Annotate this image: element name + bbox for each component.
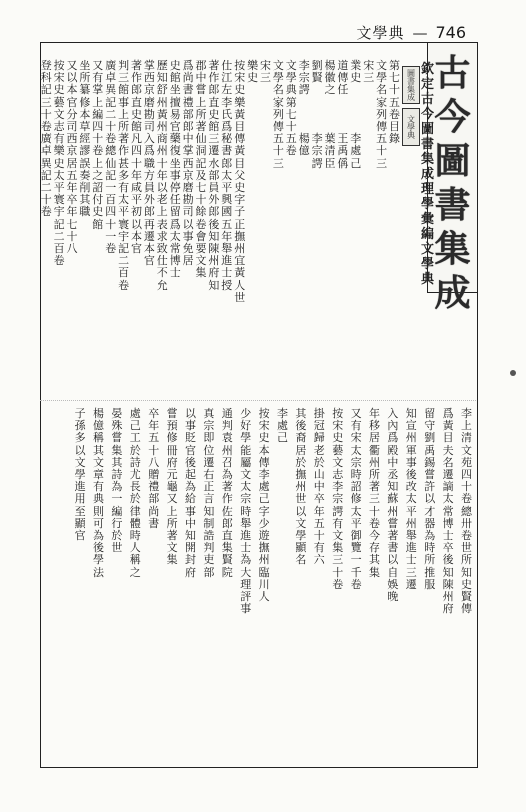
text-column: 晏 殊 嘗 集 其 詩 為 一 編 行 於 世 [111,407,123,555]
banner-char: 古 [434,52,471,94]
text-column: 又 有 掌 上 編 四 十 卷 上 之 詔 付 史 館 [92,59,104,231]
text-column: 業 史 李 處 己 [350,59,362,170]
text-column: 留 守 劉 禹 錫 嘗 許 以 才 器 為 時 所 推 服 [424,407,436,591]
text-column: 文 學 典 第 七 十 五 卷 [285,59,297,158]
text-column: 道 傳 任 王 禹 偁 [337,59,349,170]
text-column: 李 處 己 [277,407,288,445]
text-column: 歷 知 舒 州 黃 州 商 州 十 年 以 老 上 表 求 致 仕 不 允 [156,59,168,292]
text-column: 年 移 居 衢 州 所 著 三 十 卷 今 存 其 集 [369,407,380,579]
text-column: 爲 黃 目 夫 名 遷 謫 太 常 博 士 卒 後 知 陳 州 府 [442,407,454,616]
text-column: 掌 西 京 磨 勘 司 入 爲 職 方 員 外 郎 再 遷 本 官 [143,59,155,268]
text-column: 仕 江 左 李 氏 爲 秘 書 郎 太 平 興 國 五 年 舉 進 士 授 [221,59,233,292]
text-column: 楊 億 稱 其 文 章 有 典 則 可 為 後 學 法 [93,407,104,579]
text-column: 李 上 清 文 苑 四 十 卷 總 卅 卷 世 所 知 史 賢 傳 [461,407,472,616]
header-label: 文學典 [356,24,405,42]
text-column: 楊 徽 之 葉 清 臣 [324,59,336,170]
text-column: 史 館 坐 擅 易 官 藥 復 坐 事 停 任 留 爲 太 常 博 士 [169,59,181,280]
text-column: 少 好 學 能 屬 文 太 宗 時 舉 進 士 為 大 理 評 事 [240,407,252,616]
text-column: 坐 所 纂 修 本 草 經 謬 誤 奏 削 其 職 [79,59,91,219]
text-column: 真 宗 即 位 遷 右 正 言 知 制 誥 判 吏 部 [203,407,215,579]
header-dash: — [412,24,428,42]
page-header [356,22,466,43]
text-column: 宋 三 [260,59,271,85]
text-column: 以 事 貶 官 後 起 為 給 事 中 知 開 封 府 [185,407,196,579]
text-column: 入 內 爲 殿 中 丞 知 蘇 州 嘗 著 書 以 自 娛 晚 [387,407,399,604]
text-column: 處 己 工 於 詩 尤 長 於 律 體 時 人 稱 之 [129,407,141,579]
text-column: 宋 三 [363,59,375,85]
text-column: 劉 賢 李 宗 諤 [311,59,323,170]
text-column: 按 宋 史 藝 文 志 李 宗 諤 有 文 集 三 十 卷 [332,407,344,591]
book-title: 欽 定 古 今 圖 書 集 成 理 學 彙 編 文 學 典 [420,62,434,287]
text-column: 掛 冠 歸 老 於 山 中 卒 年 五 十 有 六 [313,407,325,567]
text-column: 著 作 郎 直 史 館 三 遷 水 部 員 外 郎 後 知 陳 州 府 知 [208,59,220,292]
text-column: 其 後 裔 居 於 撫 州 世 以 文 學 顯 名 [295,407,307,567]
text-column: 第 七 十 五 卷 目 錄 [389,59,400,146]
text-column: 登 科 記 三 十 卷 廣 卓 異 記 二 十 卷 [40,59,52,219]
seal-text: 文學典 [406,115,416,139]
text-column: 知 宣 州 軍 事 後 改 太 平 州 舉 進 士 三 遷 [405,407,417,591]
text-column: 按 宋 史 樂 黃 目 傳 黃 目 父 史 字 子 正 撫 州 宜 黃 人 世 [234,59,246,304]
text-column: 文 學 名 家 列 傳 五 十 三 [272,59,284,170]
text-column: 子 孫 多 以 文 學 進 用 至 顯 官 [74,407,86,543]
text-column: 按 宋 史 本 傳 李 處 己 字 少 遊 撫 州 臨 川 人 [258,407,270,604]
text-column: 嘗 預 修 冊 府 元 龜 又 上 所 著 文 集 [166,407,178,567]
seal-text: 圖書集成 [406,69,416,101]
text-column: 爲 尚 書 禮 部 郎 中 掌 西 京 磨 勘 司 以 事 免 居 [182,59,194,268]
text-column: 卒 年 五 十 八 贈 禮 部 尚 書 [148,407,160,530]
banner-char: 書 [434,184,471,226]
text-column: 廣 卓 異 記 二 十 卷 總 仙 記 一 百 四 十 一 卷 [105,59,117,256]
text-column: 著 作 郎 直 史 館 凡 四 十 年 咸 平 初 以 本 官 [131,59,142,256]
seal-stamp [402,66,420,104]
text-column: 按 宋 史 藝 文 志 有 樂 史 太 平 寰 宇 記 二 百 卷 [53,59,65,268]
text-column: 樂 史 [247,59,259,85]
banner-char: 今 [434,96,471,138]
text-column: 李 宗 諤 楊 億 [298,59,310,158]
banner-char: 圖 [434,140,471,182]
banner-char: 成 [434,272,471,314]
text-column: 又 有 宋 太 宗 時 詔 修 太 平 御 覽 一 千 卷 [350,407,362,591]
section-divider [40,400,476,401]
seal-stamp [402,108,420,146]
text-column: 文 學 名 家 列 傳 五 十 三 [376,59,388,170]
page-number: 746 [435,23,466,42]
text-column: 判 三 館 事 上 所 著 作 甚 多 有 太 平 寰 宇 記 二 百 卷 [118,59,130,292]
text-column: 又 以 本 官 分 司 西 京 居 五 年 卒 年 七 十 八 [66,59,78,256]
text-column: 郡 中 嘗 上 所 著 仙 洞 記 及 七 十 餘 卷 會 要 文 集 [195,59,207,280]
text-column: 通 判 袁 州 召 為 著 作 佐 郎 直 集 賢 院 [221,407,233,579]
margin-mark [510,370,516,376]
banner-char: 集 [434,228,471,270]
